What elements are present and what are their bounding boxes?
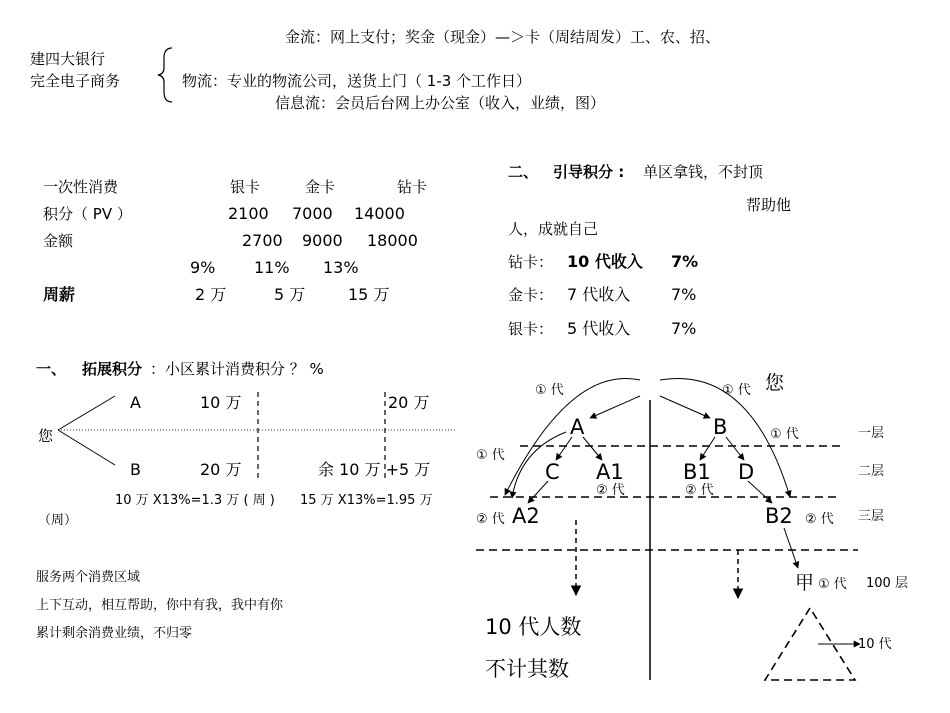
diamond-card-label: 钻卡： xyxy=(508,253,554,271)
node-b: B xyxy=(713,415,728,439)
gold-card-gen: 7 代收入 xyxy=(567,285,631,304)
tree-count-line2: 不计其数 xyxy=(485,657,569,681)
gen1-label-left-top: ① 代 xyxy=(535,383,564,398)
node-a1: A1 xyxy=(596,460,624,484)
layer-2-label: 二层 xyxy=(858,464,885,479)
note-line-2: 上下互动，相互帮助，你中有我，我中有你 xyxy=(36,598,284,613)
left-brace xyxy=(158,48,172,102)
section1-title: 拓展积分 xyxy=(82,360,143,378)
table-pv-diamond: 14000 xyxy=(354,204,405,223)
layer-1-label: 一层 xyxy=(858,426,885,441)
diamond-card-gen: 10 代收入 xyxy=(567,252,643,271)
table-amount-gold: 9000 xyxy=(302,231,343,250)
layer-3-label: 三层 xyxy=(858,509,885,524)
node-a2: A2 xyxy=(512,504,540,528)
gen1-label-right: ① 代 xyxy=(770,427,799,442)
zone-b-remainder: 余 10 万 +5 万 xyxy=(318,460,431,479)
gen1-label-jia: ① 代 xyxy=(818,577,847,592)
gen2-label-mid-left: ② 代 xyxy=(596,483,625,498)
gen2-label-left: ② 代 xyxy=(476,512,505,527)
section2-line2: 帮助他 xyxy=(746,196,792,214)
table-header-gold: 金卡 xyxy=(305,178,336,196)
node-a: A xyxy=(570,415,585,439)
section2-number: 二、 xyxy=(508,163,539,181)
section1-you: 您 xyxy=(38,427,54,445)
section2-title: 引导积分 : xyxy=(553,163,625,181)
layer-100-label: 100 层 xyxy=(866,576,908,591)
table-weekly-silver: 2 万 xyxy=(195,285,227,304)
table-pct-diamond: 13% xyxy=(323,258,359,277)
table-header-consume: 一次性消费 xyxy=(43,178,119,196)
table-amount-diamond: 18000 xyxy=(367,231,418,250)
calc-one: 10 万 X13%=1.3 万 ( 周 ) xyxy=(115,493,275,508)
gen1-label-left: ① 代 xyxy=(476,448,505,463)
table-amount-silver: 2700 xyxy=(242,231,283,250)
gen1-label-right-top: ① 代 xyxy=(722,383,751,398)
section2-line3: 人，成就自己 xyxy=(508,220,599,238)
gen2-label-right: ② 代 xyxy=(805,512,834,527)
zone-b-label: B xyxy=(130,460,141,479)
node-b2: B2 xyxy=(765,504,793,528)
diamond-card-pct: 7% xyxy=(671,252,699,271)
node-c: C xyxy=(545,460,560,484)
zone-a-right-value: 20 万 xyxy=(388,393,430,412)
silver-card-label: 银卡： xyxy=(508,320,554,338)
ten-gen-label: 10 代 xyxy=(858,637,892,652)
silver-card-pct: 7% xyxy=(671,319,697,338)
top-logistics: 物流：专业的物流公司，送货上门（ 1-3 个工作日） xyxy=(182,72,532,90)
node-b1: B1 xyxy=(683,460,711,484)
table-pv-gold: 7000 xyxy=(292,204,333,223)
section2-desc: 单区拿钱，不封顶 xyxy=(643,163,764,181)
week-note: （周） xyxy=(38,513,78,528)
gold-card-label: 金卡： xyxy=(508,286,554,304)
calc-two: 15 万 X13%=1.95 万 xyxy=(300,493,433,508)
top-money-flow: 金流：网上支付；奖金（现金）—＞卡（周结周发）工、农、招、 xyxy=(285,28,721,46)
tree-count-line1: 10 代人数 xyxy=(485,615,582,639)
top-info-flow: 信息流：会员后台网上办公室（收入，业绩，图） xyxy=(275,94,606,112)
zone-a-label: A xyxy=(130,393,141,412)
table-pct-gold: 11% xyxy=(254,258,290,277)
table-header-diamond: 钻卡 xyxy=(397,178,428,196)
section1-fork xyxy=(58,392,455,482)
zone-a-value: 10 万 xyxy=(200,393,242,412)
tree-you: 您 xyxy=(765,372,785,394)
table-weekly-label: 周薪 xyxy=(43,285,76,304)
section1-desc: ：小区累计消费积分 ？ % xyxy=(150,360,324,378)
section1-number: 一、 xyxy=(36,360,67,378)
table-amount-label: 金额 xyxy=(43,232,74,250)
top-left-line1: 建四大银行 xyxy=(30,50,106,68)
table-pv-silver: 2100 xyxy=(228,204,269,223)
note-line-1: 服务两个消费区域 xyxy=(36,570,141,585)
node-d: D xyxy=(738,460,755,484)
gen2-label-mid-right: ② 代 xyxy=(685,483,714,498)
note-line-3: 累计剩余消费业绩，不归零 xyxy=(36,626,193,641)
tree-structure xyxy=(476,378,860,680)
table-weekly-diamond: 15 万 xyxy=(348,285,390,304)
node-jia: 甲 xyxy=(795,572,815,594)
table-weekly-gold: 5 万 xyxy=(274,285,306,304)
table-pct-silver: 9% xyxy=(190,258,216,277)
gold-card-pct: 7% xyxy=(671,285,697,304)
silver-card-gen: 5 代收入 xyxy=(567,319,631,338)
top-left-line2: 完全电子商务 xyxy=(30,72,121,90)
table-header-silver: 银卡 xyxy=(230,178,261,196)
zone-b-value: 20 万 xyxy=(200,460,242,479)
table-pv-label: 积分（ PV ） xyxy=(43,205,132,223)
